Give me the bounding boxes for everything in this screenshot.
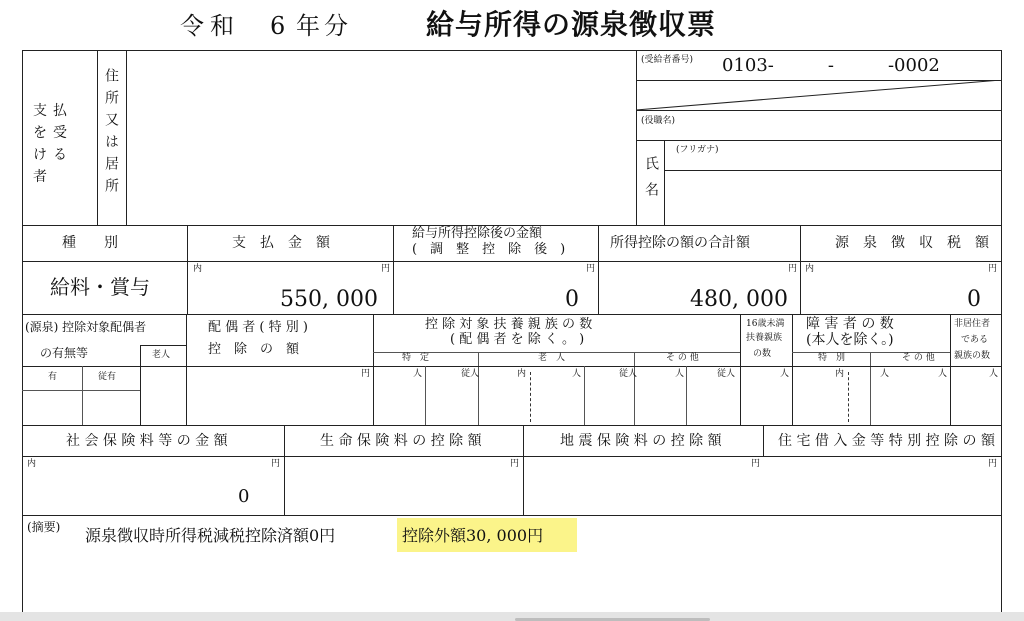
spouse-header: (源泉) 控除対象配偶者 [25,320,147,334]
spouse-subheader: の有無等 [40,346,89,360]
after-deduction-subheader: ( 調 整 控 除 後 ) [412,242,566,257]
earthquake-insurance-header: 地 震 保 険 料 の 控 除 額 [560,433,722,449]
life-insurance-header: 生 命 保 険 料 の 控 除 額 [320,433,482,449]
payment-value: 550, 000 [280,287,378,312]
elderly-dependent-unit: 従人 [619,369,638,379]
specific-header: 特 定 [402,353,430,363]
spouse-elderly-header: 老人 [152,350,171,360]
social-yen-unit: 円 [271,459,281,469]
special-spouse-subheader: 控 除 の 額 [208,342,300,357]
furigana-label: (フリガナ) [676,145,719,155]
withholding-yen-unit: 円 [988,264,998,274]
other-header: そ の 他 [666,353,699,363]
under16-person-unit: 人 [780,369,790,379]
payment-header: 支 払 金 額 [232,235,330,251]
elderly-group-header: 老 人 [538,353,566,363]
recipient-side-label: 支払を受ける者 [33,103,73,185]
total-deductions-yen-unit: 円 [788,264,798,274]
dependents-header: 控 除 対 象 扶 養 親 族 の 数 [425,317,593,332]
diagonal-strike [636,80,1001,110]
withholding-tax-header: 源 泉 徴 収 税 額 [835,235,989,251]
after-deduction-yen-unit: 円 [586,264,596,274]
specific-person-unit: 人 [413,369,423,379]
social-insurance-header: 社 会 保 険 料 等 の 金 額 [66,433,228,449]
payment-yen-unit: 円 [381,264,391,274]
remarks-label: (摘要) [27,520,61,534]
recipient-number-label: (受給者番号) [641,55,694,65]
other-person-unit: 人 [675,369,685,379]
elderly-inner-mark: 内 [517,369,527,379]
special-spouse-yen-unit: 円 [361,369,371,379]
remarks-text: 源泉徴収時所得税減税控除済額0円 [85,526,336,545]
era-label: 令和 [180,12,240,40]
withholding-tax-value: 0 [967,287,981,312]
special-spouse-header: 配 偶 者 ( 特 別 ) [208,320,308,335]
other-dependent-unit: 従人 [717,369,736,379]
spouse-sub-has-label: 従有 [98,372,117,382]
specific-dependent-unit: 従人 [461,369,480,379]
after-deduction-header: 給与所得控除後の金額 [412,226,543,241]
housing-loan-yen-unit: 円 [988,459,998,469]
life-yen-unit: 円 [510,459,520,469]
withholding-inner-mark: 内 [805,264,815,274]
elderly-person-unit: 人 [572,369,582,379]
address-label: 住所又は居所 [103,68,119,200]
spouse-has-label: 有 [48,372,58,382]
name-label: 氏名 [643,156,659,208]
disabled-subheader: (本人を除く。) [806,332,894,348]
nonresident-subheader: である [961,335,989,345]
type-value: 給料・賞与 [50,275,150,299]
disabled-other-header: そ の 他 [902,353,935,363]
remarks-highlighted-text: 控除外額30, 000円 [402,526,544,545]
nonresident-person-unit: 人 [989,369,999,379]
disabled-special-person-unit: 人 [880,369,890,379]
nonresident-count-label: 親族の数 [954,351,991,361]
disabled-other-person-unit: 人 [938,369,948,379]
earthquake-yen-unit: 円 [751,459,761,469]
recipient-number: 0103- - -0002 [722,55,940,76]
total-deductions-header: 所得控除の額の合計額 [610,235,750,251]
disabled-special-inner-mark: 内 [835,369,845,379]
housing-loan-header: 住 宅 借 入 金 等 特 別 控 除 の 額 [778,433,995,449]
disabled-special-header: 特 別 [818,353,846,363]
after-deduction-value: 0 [565,287,579,312]
under16-subheader: 扶養親族 [746,333,783,343]
dependents-subheader: ( 配 偶 者 を 除 く 。 ) [450,332,585,347]
viewer-bottom-bar [0,612,1024,621]
under16-header: 16歳未満 [746,319,785,329]
social-inner-mark: 内 [27,459,37,469]
payment-inner-mark: 内 [193,264,203,274]
document-title: 給与所得の源泉徴収票 [426,8,717,41]
year-number: 6 [270,12,286,40]
under16-count-label: の数 [753,349,772,359]
nonresident-header: 非居住者 [954,319,991,329]
social-insurance-value: 0 [238,486,250,507]
disabled-header: 障 害 者 の 数 [806,316,894,332]
total-deductions-value: 480, 000 [690,287,788,312]
position-label: (役職名) [641,116,676,126]
type-header: 種 別 [62,235,118,251]
year-suffix: 年分 [296,12,352,40]
